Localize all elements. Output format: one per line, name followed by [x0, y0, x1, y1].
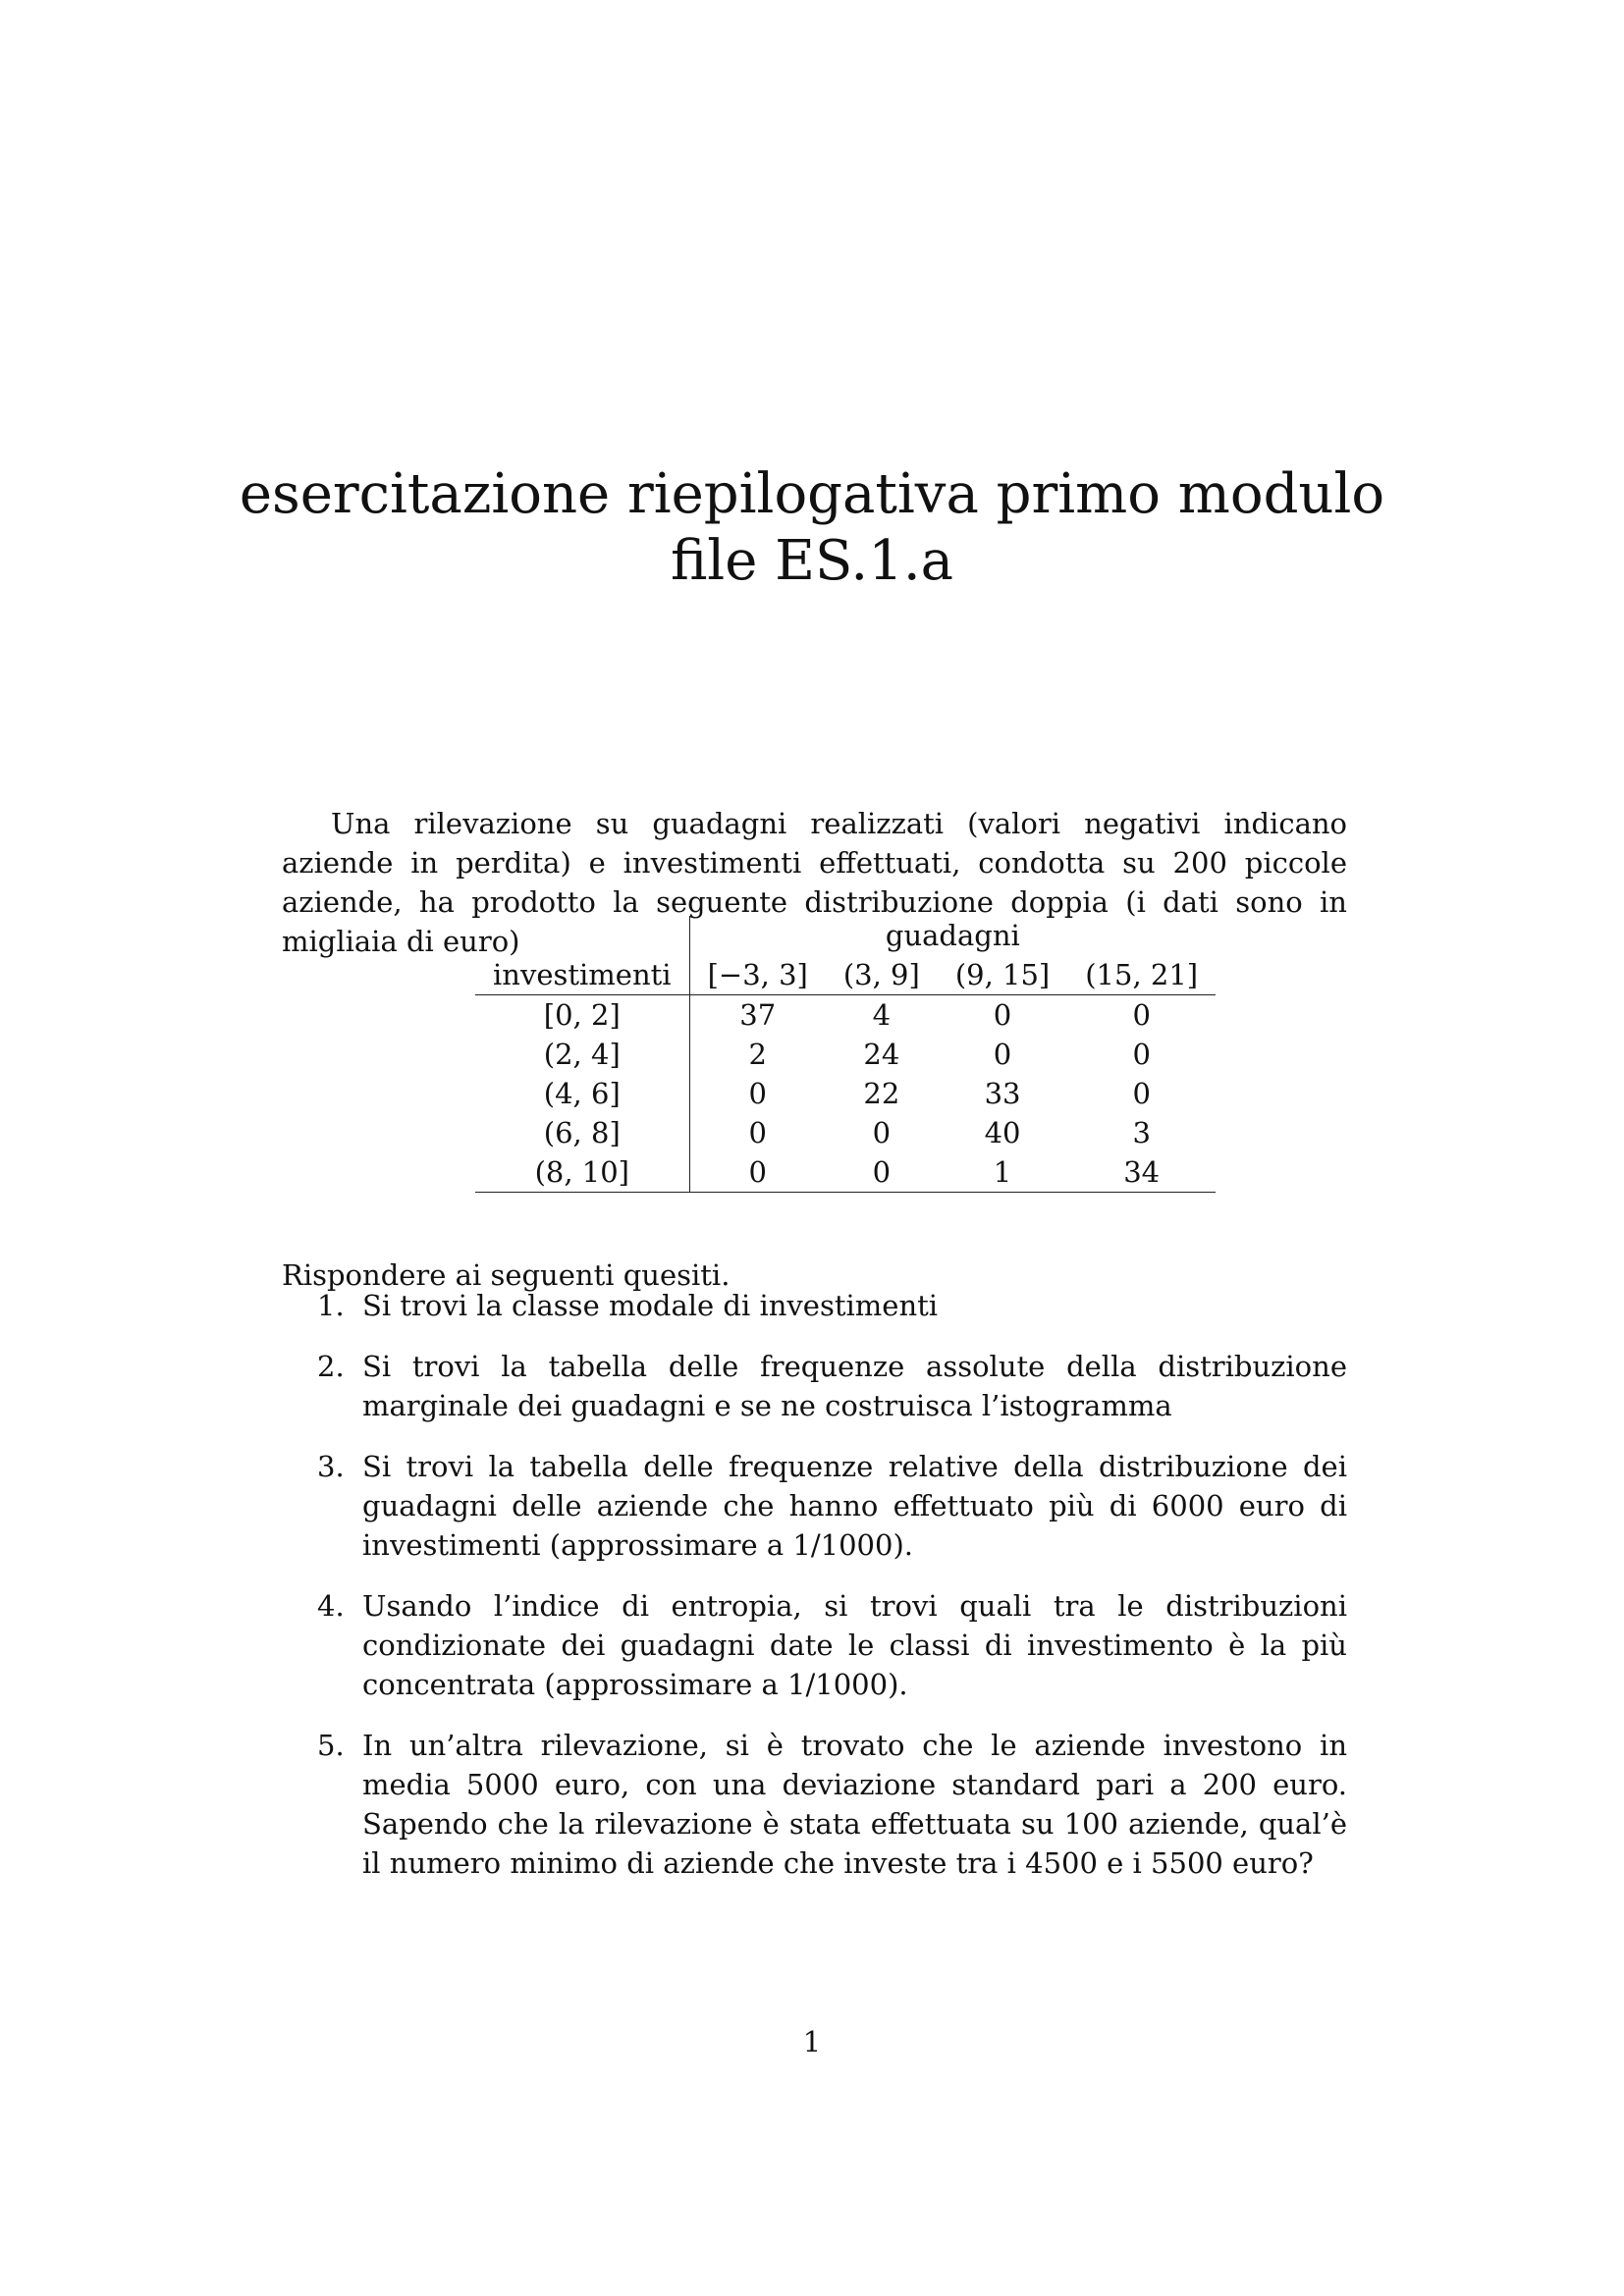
question-text: Usando l’indice di entropia, si trovi quali tra le distribuzioni condizionate dei guadagni date le classi di investimento è la più concentrata (approssimare a 1/1000). [362, 1589, 1347, 1701]
table-cell: 0 [1132, 1038, 1151, 1071]
question-item [282, 1286, 1347, 1325]
question-text: Si trovi la tabella delle frequenze assolute della distribuzione marginale dei guadagni e se ne costruisca l’istogramma [362, 1350, 1347, 1422]
table-cell: 40 [984, 1116, 1021, 1149]
question-number: 3. [317, 1450, 345, 1483]
questions-prompt: Rispondere ai seguenti quesiti. [282, 1258, 731, 1292]
table-cell: 0 [993, 1038, 1012, 1071]
table-cell: 33 [984, 1077, 1021, 1110]
table-row [475, 1152, 1216, 1193]
question-number: 2. [317, 1350, 345, 1383]
question-item [282, 1726, 1347, 1883]
table-cell: 0 [1132, 998, 1151, 1032]
table-row [475, 995, 1216, 1036]
row-label: [0, 2] [475, 995, 689, 1036]
column-header-row [475, 955, 1216, 995]
page-number: 1 [802, 2025, 822, 2058]
title-line-2: file ES.1.a [670, 529, 954, 593]
question-text: In un’altra rilevazione, si è trovato che le aziende investono in media 5000 euro, con una deviazione standard pari a 200 euro. Sapendo che la rilevazione è stata effettuata su 100 aziende, qual’è il numero minimo di aziende che investe tra i 4500 e i 5500 euro? [362, 1729, 1347, 1880]
table-cell: 0 [689, 1152, 826, 1193]
table-cell: 37 [739, 998, 777, 1032]
row-header-label: investimenti [475, 955, 689, 995]
table-cell: 34 [1067, 1152, 1216, 1193]
corner-cell [475, 916, 689, 955]
intro-paragraph: Una rilevazione su guadagni realizzati (valori negativi indicano aziende in perdita) e investimenti effettuati, condotta su 200 piccole aziende, ha prodotto la seguente distribuzione doppia (i dati sono in migliaia di euro) [282, 807, 1347, 958]
column-group-label: guadagni [885, 919, 1020, 952]
table-row [475, 1074, 1216, 1113]
column-header: (9, 15] [938, 955, 1067, 995]
table-cell: 0 [993, 998, 1012, 1032]
question-number: 5. [317, 1729, 345, 1762]
table-cell: 2 [748, 1038, 767, 1071]
row-label: (8, 10] [475, 1152, 689, 1193]
question-number: 1. [317, 1289, 345, 1322]
question-text: Si trovi la tabella delle frequenze relative della distribuzione dei guadagni delle aziende che hanno effettuato più di 6000 euro di investimenti (approssimare a 1/1000). [362, 1450, 1347, 1562]
table-cell: 3 [1132, 1116, 1151, 1149]
row-label: (2, 4] [475, 1035, 689, 1074]
table-row [475, 1035, 1216, 1074]
question-text: Si trovi la classe modale di investimenti [362, 1289, 939, 1322]
row-label: (4, 6] [475, 1074, 689, 1113]
table-cell: 0 [1132, 1077, 1151, 1110]
distribution-table [475, 916, 1216, 1193]
table-cell: 22 [863, 1077, 900, 1110]
table-row [475, 1113, 1216, 1152]
questions-list [282, 1286, 1347, 1904]
question-item [282, 1347, 1347, 1425]
question-item [282, 1447, 1347, 1565]
column-header: (3, 9] [826, 955, 938, 995]
table-cell: 0 [748, 1116, 767, 1149]
table-cell: 1 [938, 1152, 1067, 1193]
row-label: (6, 8] [475, 1113, 689, 1152]
distribution-table-container [475, 916, 1216, 1193]
table-cell: 24 [863, 1038, 900, 1071]
column-header: (15, 21] [1067, 955, 1216, 995]
question-item [282, 1586, 1347, 1704]
column-header: [−3, 3] [689, 955, 826, 995]
table-cell: 4 [872, 998, 892, 1032]
question-number: 4. [317, 1589, 345, 1623]
document-title [0, 461, 1624, 595]
table-cell: 0 [826, 1152, 938, 1193]
table-cell: 0 [872, 1116, 892, 1149]
table-cell: 0 [748, 1077, 767, 1110]
title-line-1: esercitazione riepilogativa primo modulo [239, 462, 1385, 526]
column-group-row [475, 916, 1216, 955]
